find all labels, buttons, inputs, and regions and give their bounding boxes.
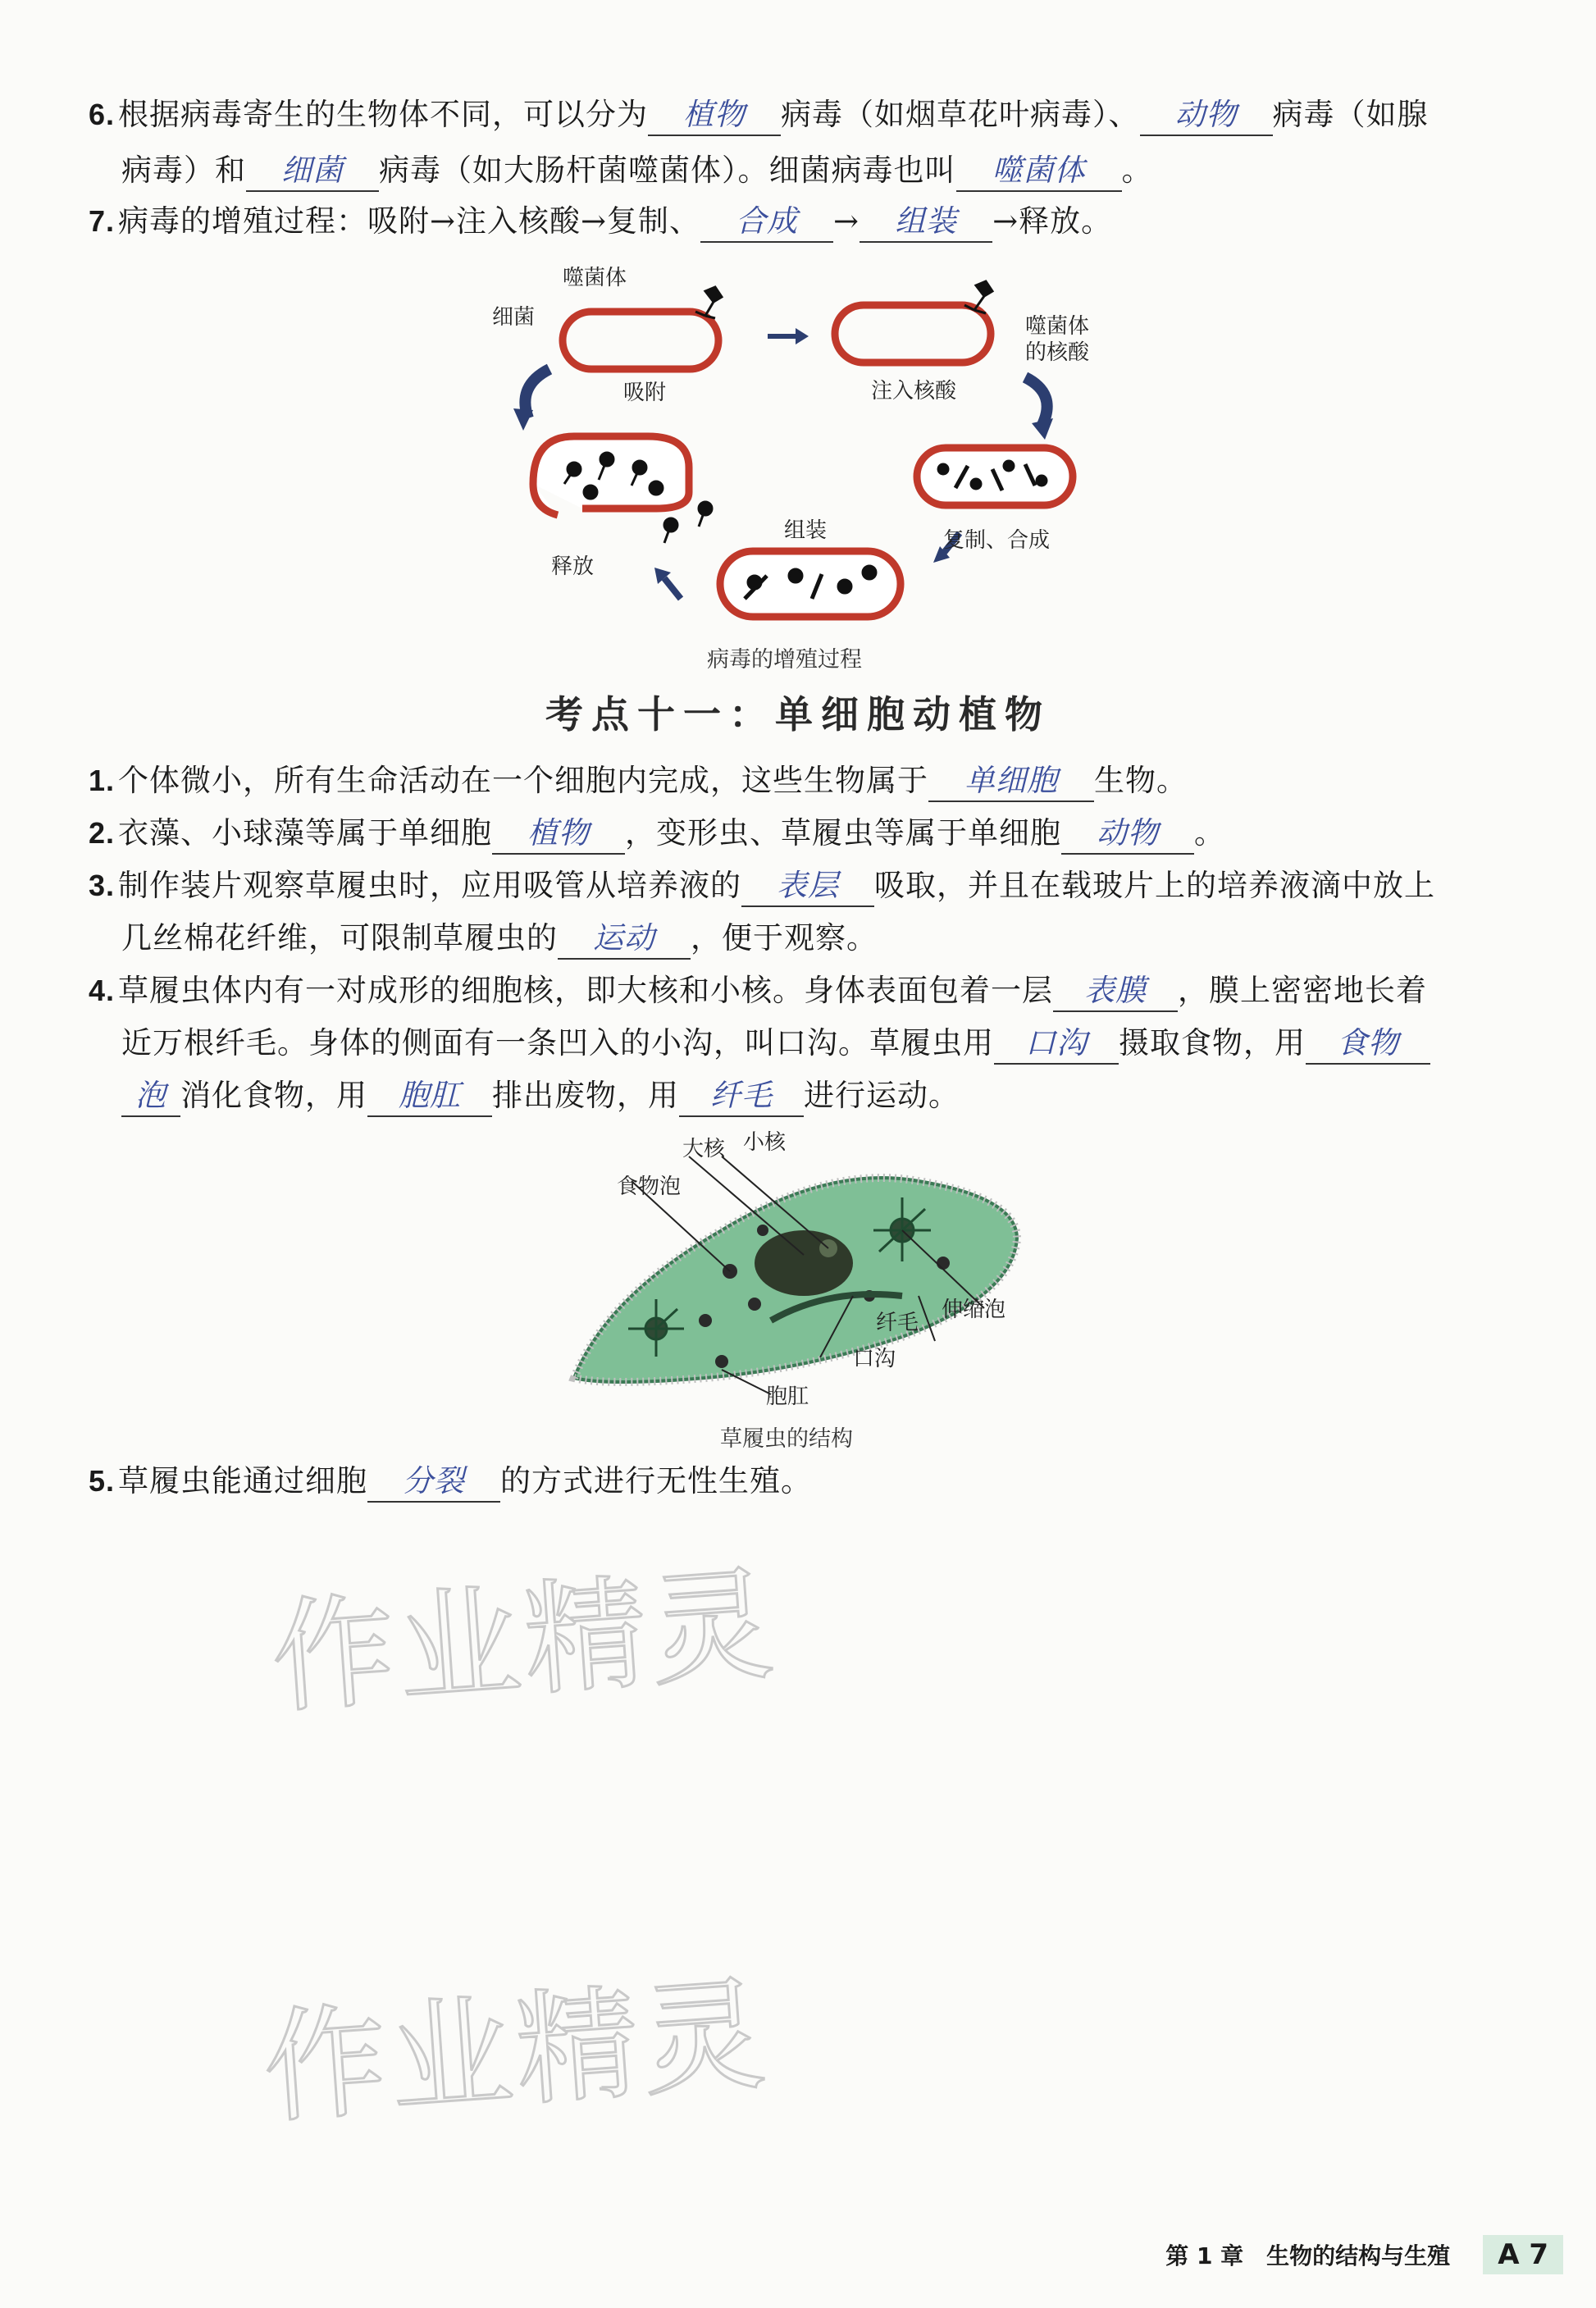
s1-text: 生物。 <box>1094 763 1188 798</box>
s1-number: 1. <box>89 764 116 797</box>
s4-line1 <box>89 966 1427 1015</box>
label-inject: 注入核酸 <box>871 379 957 404</box>
s4-text: 草履虫体内有一对成形的细胞核，即大核和小核。身体表面包着一层 <box>118 973 1054 1008</box>
q6-text: 。 <box>1121 153 1153 188</box>
s4-answer-4[interactable]: 胞肛 <box>367 1076 492 1117</box>
s4-text: 进行运动。 <box>804 1078 960 1113</box>
s1-text: 个体微小，所有生命活动在一个细胞内完成，这些生物属于 <box>118 763 929 798</box>
q6-answer-1[interactable]: 植物 <box>648 95 781 136</box>
s2-answer-1[interactable]: 植物 <box>492 814 625 855</box>
q6-answer-4[interactable]: 噬菌体 <box>956 151 1122 192</box>
label-assemble: 组装 <box>784 518 828 543</box>
label-phage: 噬菌体 <box>563 266 627 290</box>
s4-text: 排出废物，用 <box>492 1078 679 1113</box>
label-food-vacuole: 食物泡 <box>617 1175 682 1199</box>
q6-text: 根据病毒寄生的生物体不同，可以分为 <box>118 97 649 132</box>
q7-answer-2[interactable]: 组装 <box>860 202 992 243</box>
watermark: 作业精灵 <box>267 1553 782 1731</box>
label-adsorb: 吸附 <box>623 381 667 405</box>
s3-number: 3. <box>89 869 116 902</box>
paramecium-caption: 草履虫的结构 <box>720 1426 853 1452</box>
s2-number: 2. <box>89 816 116 850</box>
q6-text: 病毒（如腺 <box>1272 97 1429 132</box>
q6-text: 病毒）和 <box>121 153 246 188</box>
section-title: 考点十一：单细胞动植物 <box>545 692 1051 737</box>
s4-text: 摄取食物，用 <box>1119 1025 1306 1060</box>
s2-text: 。 <box>1194 815 1226 851</box>
bacteria-cell-adsorb <box>563 312 718 369</box>
q6-line1 <box>89 90 1429 139</box>
bacteria-cell-burst <box>533 436 689 515</box>
s2-answer-2[interactable]: 动物 <box>1061 814 1194 855</box>
virus-diagram-caption: 病毒的增殖过程 <box>707 647 862 673</box>
label-anal-pore: 胞肛 <box>766 1384 809 1409</box>
s5-line <box>89 1457 812 1506</box>
q7-number: 7. <box>89 204 116 238</box>
s4-answer-3b[interactable]: 泡 <box>121 1076 180 1117</box>
label-oral-groove: 口沟 <box>853 1347 896 1371</box>
s2-text: 衣藻、小球藻等属于单细胞 <box>118 815 493 851</box>
s5-number: 5. <box>89 1464 116 1498</box>
q6-line2 <box>121 146 1153 195</box>
label-cilia: 纤毛 <box>876 1311 919 1335</box>
label-replicate: 复制、合成 <box>943 528 1051 553</box>
s2-text: ，变形虫、草履虫等属于单细胞 <box>625 815 1062 851</box>
s3-line2 <box>121 914 878 963</box>
s3-text: 制作装片观察草履虫时，应用吸管从培养液的 <box>118 868 742 903</box>
macronucleus <box>755 1230 853 1296</box>
q7-text: 病毒的增殖过程：吸附→注入核酸→复制、 <box>118 203 701 239</box>
q6-answer-3[interactable]: 细菌 <box>246 151 379 192</box>
label-contractile: 伸缩泡 <box>942 1298 1006 1322</box>
s4-text: 消化食物，用 <box>180 1078 367 1113</box>
label-bacteria: 细菌 <box>492 305 536 330</box>
s4-answer-1[interactable]: 表膜 <box>1053 971 1178 1012</box>
label-release: 释放 <box>551 554 595 579</box>
s3-answer-2[interactable]: 运动 <box>558 919 691 960</box>
s3-line1 <box>89 861 1435 910</box>
page-footer <box>1165 2235 1563 2274</box>
s4-answer-3a[interactable]: 食物 <box>1306 1024 1430 1065</box>
q6-answer-2[interactable]: 动物 <box>1140 95 1273 136</box>
s3-answer-1[interactable]: 表层 <box>741 866 874 907</box>
q7-answer-1[interactable]: 合成 <box>700 202 833 243</box>
page-number: A 7 <box>1483 2235 1563 2274</box>
s3-text: 吸取，并且在载玻片上的培养液滴中放上 <box>874 868 1436 903</box>
s5-text: 草履虫能通过细胞 <box>118 1463 368 1498</box>
label-phage-nucleic: 噬菌体的核酸 <box>1025 314 1090 365</box>
s4-answer-2[interactable]: 口沟 <box>994 1024 1119 1065</box>
q7-line <box>89 197 1112 246</box>
s3-text: ，便于观察。 <box>691 920 878 956</box>
q7-text: → <box>833 203 860 239</box>
chapter-title: 第 1 章 生物的结构与生殖 <box>1165 2242 1451 2269</box>
s1-line <box>89 756 1188 805</box>
label-macronucleus: 大核 <box>682 1137 726 1161</box>
q6-text: 病毒（如大肠杆菌噬菌体）。细菌病毒也叫 <box>379 153 956 188</box>
q7-text: →释放。 <box>992 203 1113 239</box>
s4-line2 <box>121 1019 1430 1068</box>
s4-answer-5[interactable]: 纤毛 <box>679 1076 804 1117</box>
watermark: 作业精灵 <box>258 1963 773 2142</box>
q6-text: 病毒（如烟草花叶病毒）、 <box>781 97 1140 132</box>
s4-number: 4. <box>89 974 116 1007</box>
label-micronucleus: 小核 <box>743 1130 787 1155</box>
s2-line <box>89 809 1225 858</box>
s3-text: 几丝棉花纤维，可限制草履虫的 <box>121 920 558 956</box>
s4-line3 <box>121 1071 960 1120</box>
q6-number: 6. <box>89 98 116 131</box>
s5-text: 的方式进行无性生殖。 <box>500 1463 813 1498</box>
s5-answer-1[interactable]: 分裂 <box>367 1462 500 1503</box>
s4-text: 近万根纤毛。身体的侧面有一条凹入的小沟，叫口沟。草履虫用 <box>121 1025 994 1060</box>
s1-answer-1[interactable]: 单细胞 <box>928 761 1094 802</box>
bacteria-cell-inject <box>835 305 991 363</box>
s4-text: ，膜上密密地长着 <box>1178 973 1428 1008</box>
virus-cycle-diagram <box>484 254 1107 640</box>
